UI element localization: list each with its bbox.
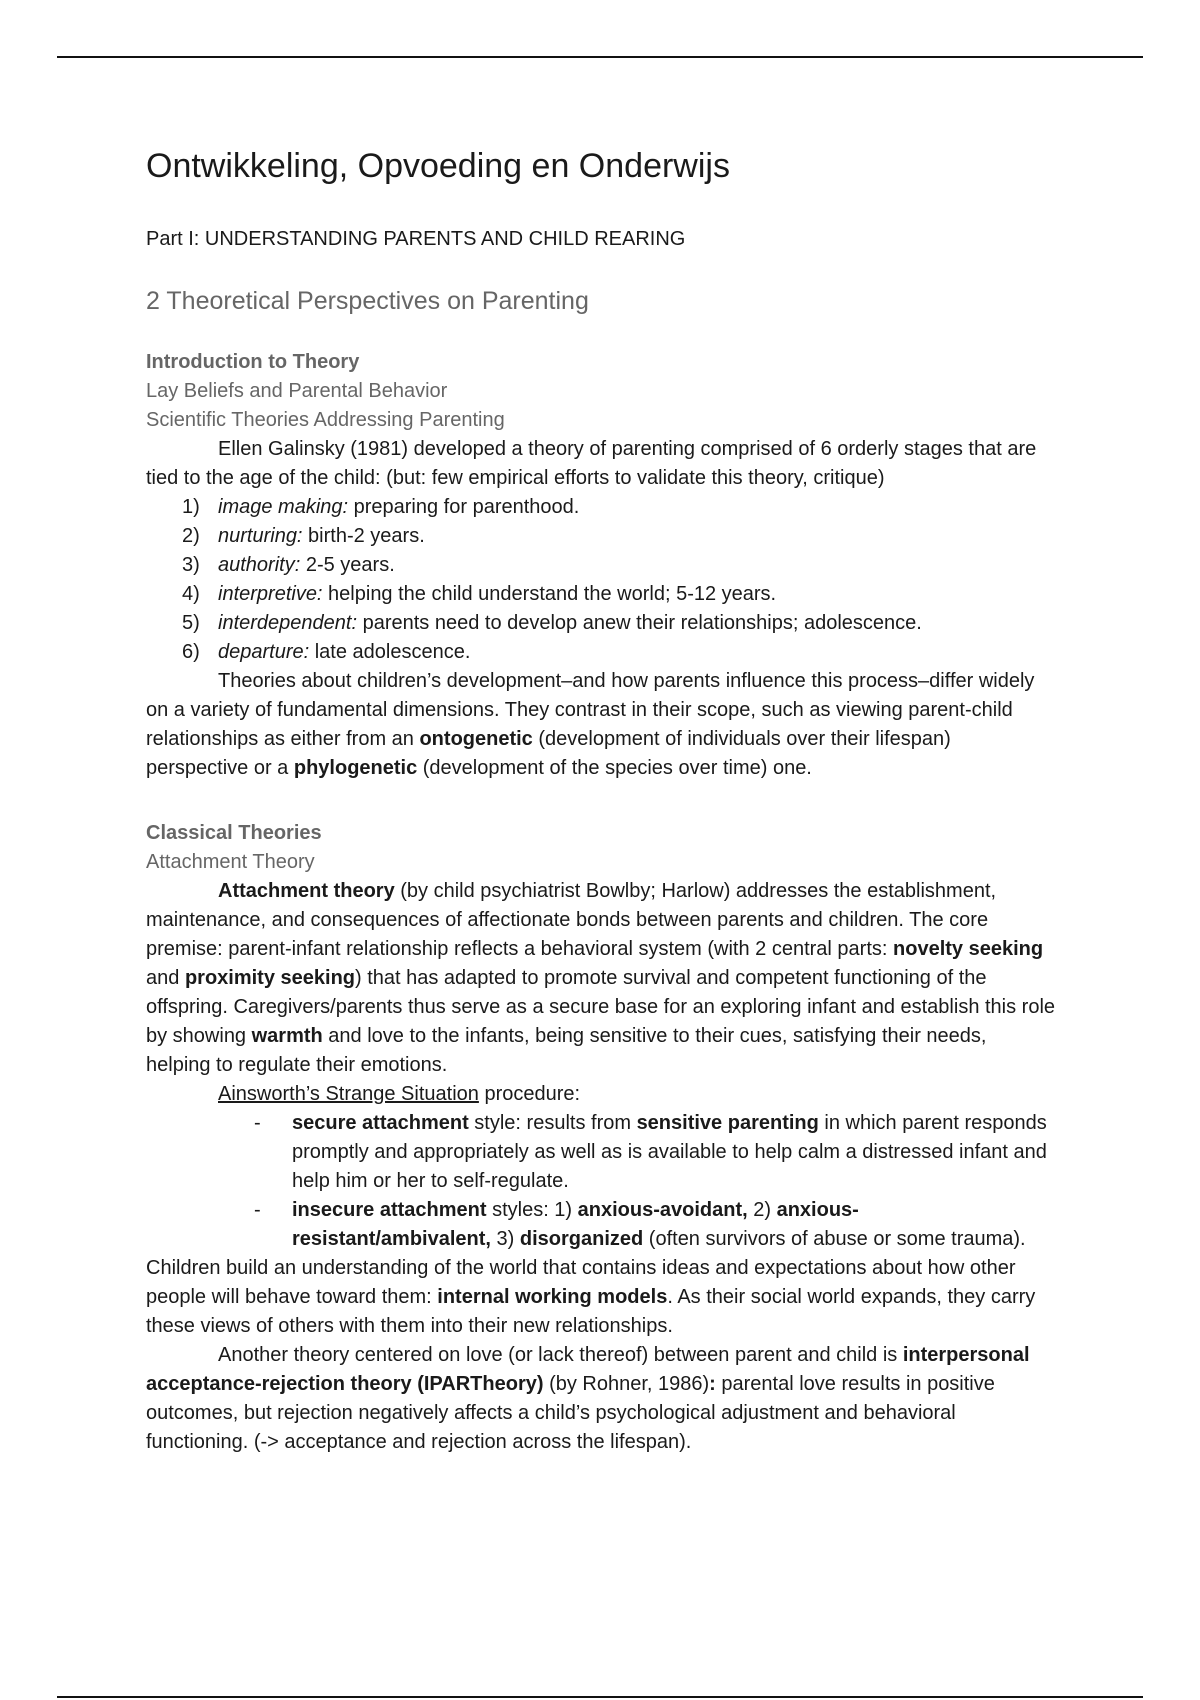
document-title: Ontwikkeling, Opvoeding en Onderwijs <box>146 147 730 185</box>
list-item: 1) image making: preparing for parenthood. <box>182 496 580 518</box>
subsection-heading-lay-beliefs: Lay Beliefs and Parental Behavior <box>146 380 448 402</box>
section-heading-introduction: Introduction to Theory <box>146 351 360 373</box>
list-item: 3) authority: 2-5 years. <box>182 554 395 576</box>
list-item: 6) departure: late adolescence. <box>182 641 471 663</box>
list-item: - secure attachment style: results from sensitive parenting in which parent responds promptly and appropriately as well as is available to help calm a distressed infant and help him or her to self-regulate. <box>254 1112 1047 1192</box>
attachment-paragraph: Attachment theory (by child psychiatrist Bowlby; Harlow) addresses the establishment, maintenance, and consequences of affectionate bonds between parents and children. The core premise: parent-infant relationship reflects a behavioral system (with 2 central parts: novelty seeking and proximity seeking) that has adapted to promote survival and competent functioning of the offspring. Caregivers/parents thus serve as a secure base for an exploring infant and establish this role by showing warmth and love to the infants, being sensitive to their cues, satisfying their needs, helping to regulate their emotions. <box>146 880 1056 1076</box>
section-heading-classical-theories: Classical Theories <box>146 822 322 844</box>
list-item: - insecure attachment styles: 1) anxious-avoidant, 2) anxious-resistant/ambivalent, 3) disorganized (often survivors of abuse or some trauma). <box>254 1199 1026 1250</box>
part-heading: Part I: UNDERSTANDING PARENTS AND CHILD REARING <box>146 228 686 250</box>
galinsky-paragraph: Ellen Galinsky (1981) developed a theory of parenting comprised of 6 orderly stages that are tied to the age of the child: (but: few empirical efforts to validate this theory, critique) <box>146 438 1037 489</box>
strange-situation-intro: Ainsworth’s Strange Situation procedure: <box>218 1083 581 1105</box>
subsection-heading-attachment-theory: Attachment Theory <box>146 851 315 873</box>
list-item: 4) interpretive: helping the child understand the world; 5-12 years. <box>182 583 777 605</box>
working-models-paragraph: Children build an understanding of the world that contains ideas and expectations about how other people will behave toward them: internal working models. As their social world expands, they carry these views of others with them into their new relationships. <box>146 1257 1036 1337</box>
ipar-theory-paragraph: Another theory centered on love (or lack thereof) between parent and child is interpersonal acceptance-rejection theory (IPARTheory) (by Rohner, 1986): parental love results in positive outcomes, but rejection negatively affects a child’s psychological adjustment and behavioral functioning. (-> acceptance and rejection across the lifespan). <box>146 1344 1030 1453</box>
document-body <box>146 140 1056 1457</box>
galinsky-stages-list <box>146 493 1056 667</box>
list-item: 5) interdependent: parents need to develop anew their relationships; adolescence. <box>182 612 922 634</box>
chapter-heading: 2 Theoretical Perspectives on Parenting <box>146 287 589 315</box>
attachment-styles-list <box>146 1109 1056 1254</box>
list-item: 2) nurturing: birth-2 years. <box>182 525 425 547</box>
subsection-heading-scientific-theories: Scientific Theories Addressing Parenting <box>146 409 505 431</box>
bottom-rule <box>57 1696 1143 1698</box>
top-rule <box>57 56 1143 58</box>
theories-paragraph: Theories about children’s development–and how parents influence this process–differ widely on a variety of fundamental dimensions. They contrast in their scope, such as viewing parent-child relationships as either from an ontogenetic (development of individuals over their lifespan) perspective or a phylogenetic (development of the species over time) one. <box>146 670 1035 779</box>
